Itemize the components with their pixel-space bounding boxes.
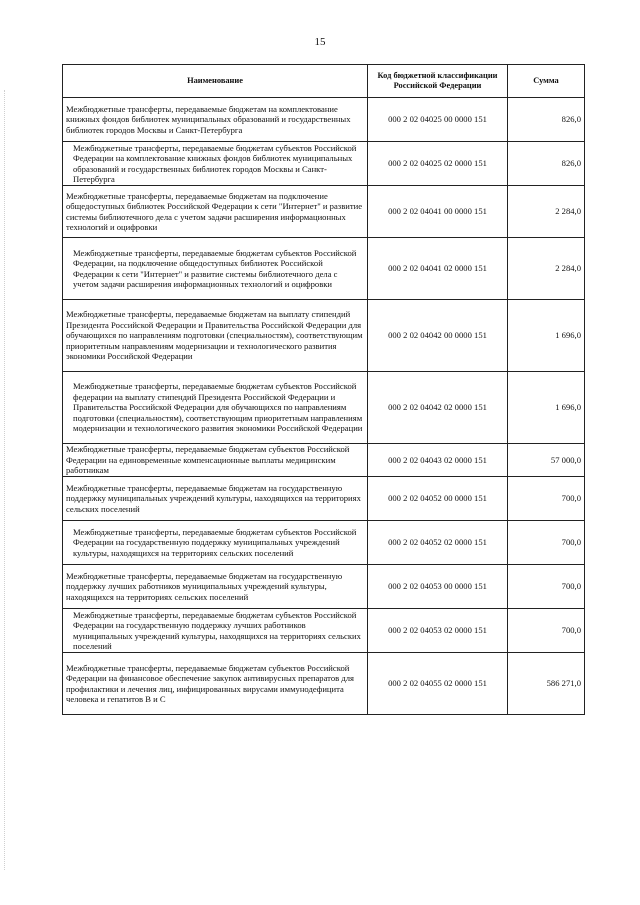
row-sum: 700,0 bbox=[508, 565, 585, 609]
binder-marks bbox=[4, 90, 9, 870]
row-sum: 2 284,0 bbox=[508, 238, 585, 300]
row-code: 000 2 02 04041 00 0000 151 bbox=[368, 186, 508, 238]
row-name: Межбюджетные трансферты, передаваемые бюджетам субъектов Российской Федерации на финансовое обеспечение закупок антивирусных препаратов для профилактики и лечения лиц, инфицированных вирусами иммунодефицита человека и гепатитов В и С bbox=[63, 653, 368, 715]
header-sum: Сумма bbox=[508, 65, 585, 98]
row-sum: 586 271,0 bbox=[508, 653, 585, 715]
table-body bbox=[63, 98, 585, 715]
row-name: Межбюджетные трансферты, передаваемые бюджетам на государственную поддержку муниципальных учреждений культуры, находящихся на территориях сельских поселений bbox=[63, 477, 368, 521]
row-code: 000 2 02 04053 02 0000 151 bbox=[368, 609, 508, 653]
row-name: Межбюджетные трансферты, передаваемые бюджетам субъектов Российской Федерации на государственную поддержку муниципальных учреждений культуры, находящихся на территориях сельских поселений bbox=[63, 521, 368, 565]
table-row bbox=[63, 372, 585, 444]
row-sum: 2 284,0 bbox=[508, 186, 585, 238]
row-code: 000 2 02 04052 02 0000 151 bbox=[368, 521, 508, 565]
row-name: Межбюджетные трансферты, передаваемые бюджетам на подключение общедоступных библиотек Российской Федерации к сети "Интернет" и развитие системы библиотечного дела с учетом задачи расширения информационных технологий и оцифровки bbox=[63, 186, 368, 238]
table-row bbox=[63, 98, 585, 142]
row-name: Межбюджетные трансферты, передаваемые бюджетам субъектов Российской Федерации, на подключение общедоступных библиотек Российской Федерации к сети "Интернет" и развитие системы библиотечного дела с учетом задачи расширения информационных технологий и оцифровки bbox=[63, 238, 368, 300]
table-header-row bbox=[63, 65, 585, 98]
row-name: Межбюджетные трансферты, передаваемые бюджетам субъектов Российской федерации на выплату стипендий Президента Российской Федерации и Правительства Российской Федерации для обучающихся по направлениям подготовки (специальностям), соответствующим приоритетным направлениям модернизации и технологического развития экономики Российской Федерации bbox=[63, 372, 368, 444]
table-row bbox=[63, 565, 585, 609]
row-sum: 826,0 bbox=[508, 98, 585, 142]
table-row bbox=[63, 609, 585, 653]
page-number: 15 bbox=[314, 36, 326, 48]
table-row bbox=[63, 653, 585, 715]
row-sum: 1 696,0 bbox=[508, 372, 585, 444]
row-code: 000 2 02 04025 00 0000 151 bbox=[368, 98, 508, 142]
row-sum: 700,0 bbox=[508, 521, 585, 565]
row-code: 000 2 02 04041 02 0000 151 bbox=[368, 238, 508, 300]
row-code: 000 2 02 04025 02 0000 151 bbox=[368, 142, 508, 186]
row-sum: 1 696,0 bbox=[508, 300, 585, 372]
budget-table bbox=[62, 64, 585, 715]
row-code: 000 2 02 04042 02 0000 151 bbox=[368, 372, 508, 444]
row-name: Межбюджетные трансферты, передаваемые бюджетам на государственную поддержку лучших работников муниципальных учреждений культуры, находящихся на территориях сельских поселений bbox=[63, 565, 368, 609]
table-row bbox=[63, 477, 585, 521]
row-code: 000 2 02 04042 00 0000 151 bbox=[368, 300, 508, 372]
table-row bbox=[63, 186, 585, 238]
table-row bbox=[63, 521, 585, 565]
table-row bbox=[63, 142, 585, 186]
header-name: Наименование bbox=[63, 65, 368, 98]
table-row bbox=[63, 238, 585, 300]
row-name: Межбюджетные трансферты, передаваемые бюджетам на выплату стипендий Президента Российской Федерации и Правительства Российской Федерации для обучающихся по направлениям подготовки (специальностям), соответствующим приоритетным направлениям модернизации и технологического развития экономики Российской Федерации bbox=[63, 300, 368, 372]
row-sum: 57 000,0 bbox=[508, 444, 585, 477]
row-sum: 700,0 bbox=[508, 609, 585, 653]
row-sum: 826,0 bbox=[508, 142, 585, 186]
table-row bbox=[63, 300, 585, 372]
table-row bbox=[63, 444, 585, 477]
row-sum: 700,0 bbox=[508, 477, 585, 521]
row-code: 000 2 02 04052 00 0000 151 bbox=[368, 477, 508, 521]
row-name: Межбюджетные трансферты, передаваемые бюджетам на комплектование книжных фондов библиотек муниципальных образований и государственных библиотек городов Москвы и Санкт-Петербурга bbox=[63, 98, 368, 142]
header-code: Код бюджетной классификации Российской Федерации bbox=[368, 65, 508, 98]
row-code: 000 2 02 04043 02 0000 151 bbox=[368, 444, 508, 477]
row-code: 000 2 02 04055 02 0000 151 bbox=[368, 653, 508, 715]
row-name: Межбюджетные трансферты, передаваемые бюджетам субъектов Российской Федерации на комплектование книжных фондов библиотек муниципальных образований и государственных библиотек городов Москвы и Санкт-Петербурга bbox=[63, 142, 368, 186]
row-name: Межбюджетные трансферты, передаваемые бюджетам субъектов Российской Федерации на государственную поддержку лучших работников муниципальных учреждений культуры, находящихся на территориях сельских поселений bbox=[63, 609, 368, 653]
row-name: Межбюджетные трансферты, передаваемые бюджетам субъектов Российской Федерации на единовременные компенсационные выплаты медицинским работникам bbox=[63, 444, 368, 477]
row-code: 000 2 02 04053 00 0000 151 bbox=[368, 565, 508, 609]
